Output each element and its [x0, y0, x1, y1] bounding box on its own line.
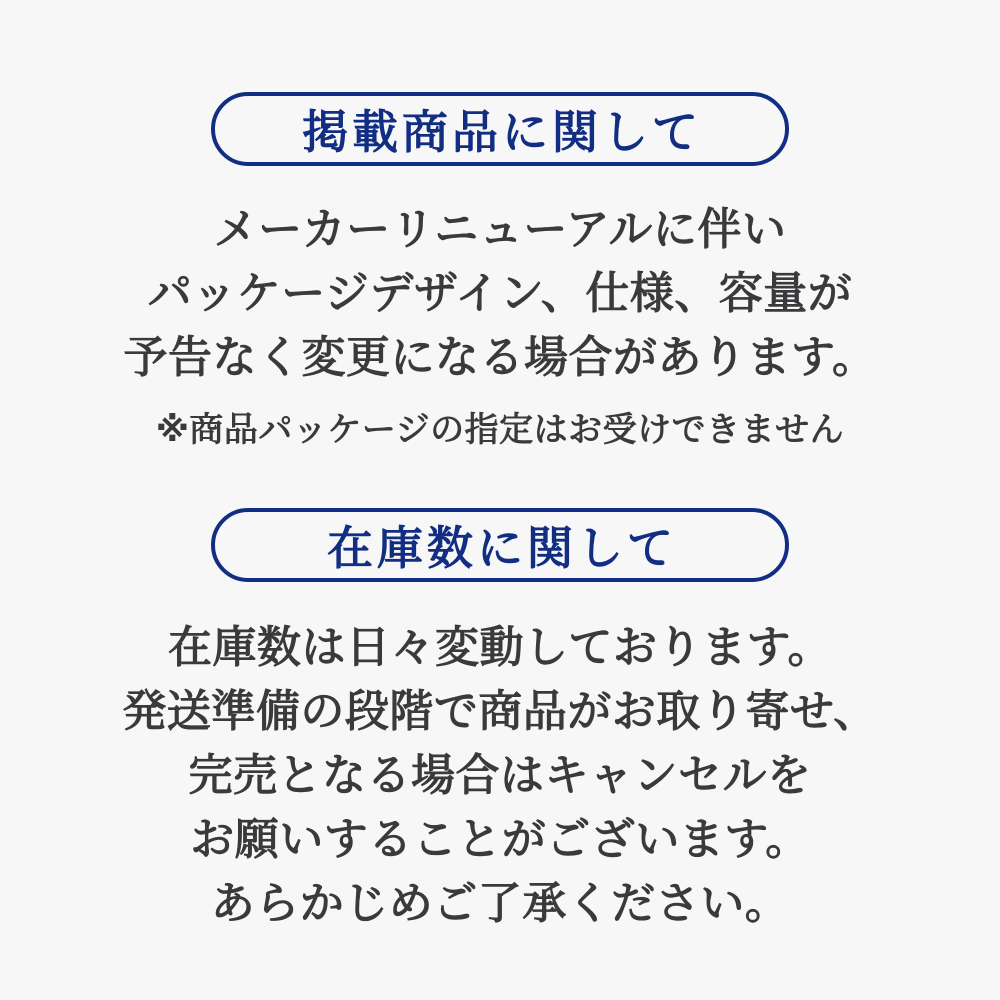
section-header-listed-products [211, 92, 789, 166]
stock-paragraph [122, 616, 877, 936]
section-header-stock [211, 508, 789, 582]
listed-products-line-1: メーカーリニューアルに伴い [213, 205, 787, 254]
listed-products-paragraph [124, 198, 877, 390]
listed-products-line-2: パッケージデザイン、仕様、容量が [147, 269, 853, 318]
section-header-stock-label: 在庫数に関して [327, 522, 677, 574]
stock-line-2: 発送準備の段階で商品がお取り寄せ、 [122, 687, 878, 736]
stock-line-4: お願いすることがございます。 [190, 815, 810, 864]
package-note: ※商品パッケージの指定はお受けできません [155, 411, 845, 449]
section-header-listed-products-label: 掲載商品に関して [302, 106, 702, 158]
stock-line-3: 完売となる場合はキャンセルを [188, 751, 812, 800]
stock-line-5: あらかじめご了承ください。 [210, 879, 790, 928]
stock-line-1: 在庫数は日々変動しております。 [168, 623, 832, 672]
listed-products-line-3: 予告なく変更になる場合があります。 [123, 333, 877, 382]
